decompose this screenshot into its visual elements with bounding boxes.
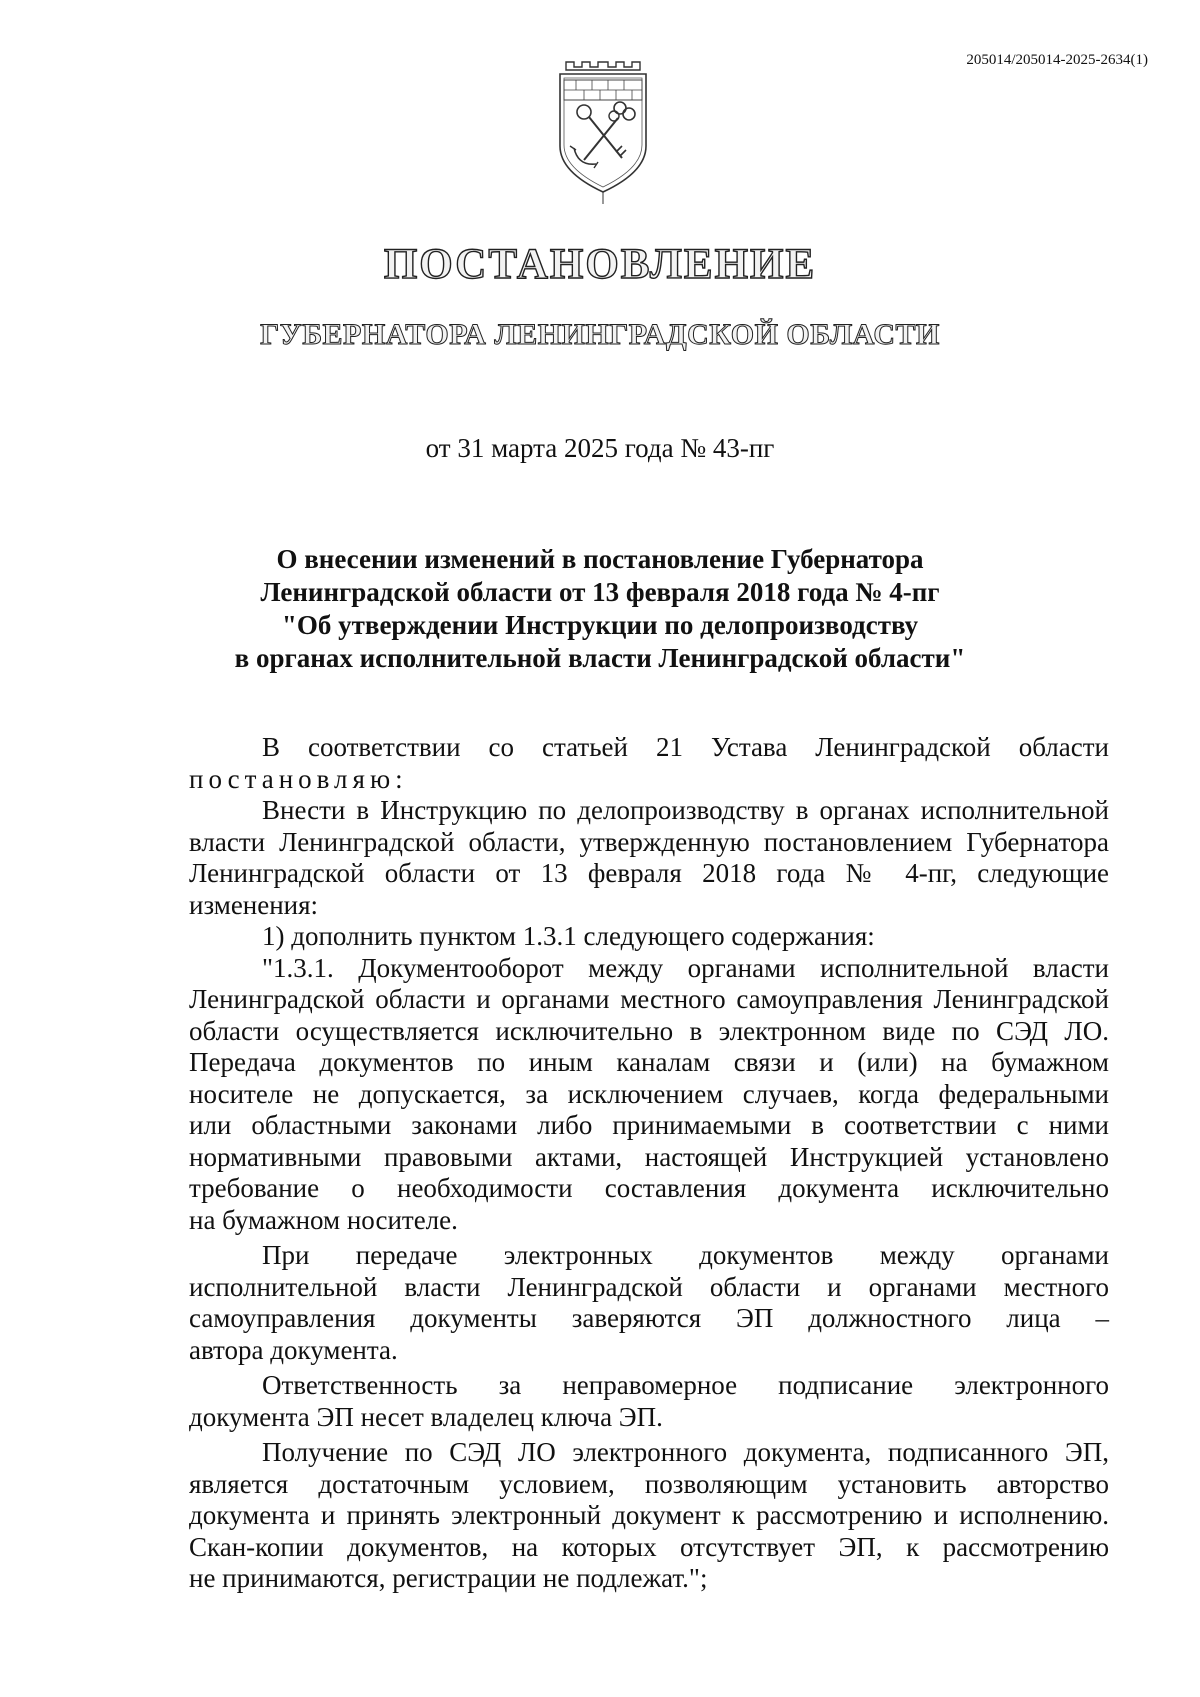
body-line: При передаче электронных документов между органами [262, 1240, 1109, 1270]
body-line: носителе не допускается, за исключением случаев, когда федеральными [189, 1078, 1109, 1109]
body-line: требование о необходимости составления документа исключительно [189, 1173, 1109, 1203]
body-line: Передача документов по иным каналам связи и (или) на бумажном [189, 1047, 1109, 1077]
document-number: 205014/205014-2025-2634(1) [966, 52, 1148, 68]
body-line: Ответственность за неправомерное подписание электронного [262, 1370, 1109, 1400]
body-line: Скан-копии документов, на которых отсутствует ЭП, к рассмотрению [189, 1531, 1109, 1562]
body-line: власти Ленинградской области, утвержденную постановлением Губернатора [189, 826, 1109, 857]
body-line: Ленинградской области от 13 февраля 2018 года № 4-пг, следующие [189, 858, 1109, 888]
body-line: на бумажном носителе. [189, 1204, 458, 1235]
body-line: Получение по СЭД ЛО электронного документа, подписанного ЭП, [262, 1437, 1109, 1467]
heading-line: Ленинградской области от 13 февраля 2018 года № 4-пг [260, 577, 940, 607]
body-line: области осуществляется исключительно в электронном виде по СЭД ЛО. [189, 1015, 1109, 1046]
body-line: "1.3.1. Документооборот между органами исполнительной власти [262, 952, 1109, 983]
body-line: автора документа. [189, 1334, 398, 1365]
body-line: не принимаются, регистрации не подлежат."; [189, 1563, 708, 1593]
document-title: ПОСТАНОВЛЕНИЕ [383, 241, 817, 288]
body-line: изменения: [189, 889, 319, 920]
resolution-heading [0, 543, 1200, 675]
body-line: постановляю: [189, 763, 408, 794]
body-line: исполнительной власти Ленинградской области и органами местного [189, 1271, 1109, 1302]
body-line: или областными законами либо принимаемыми в соответствии с ними [189, 1110, 1109, 1140]
heading-line: в органах исполнительной власти Ленинградской области" [234, 643, 966, 673]
body-line: самоуправления документы заверяются ЭП должностного лица – [189, 1303, 1109, 1333]
body-line: документа ЭП несет владелец ключа ЭП. [189, 1401, 663, 1432]
body-line: является достаточным условием, позволяющим установить авторство [189, 1468, 1109, 1499]
body-line: Ленинградской области и органами местного самоуправления Ленинградской [189, 984, 1109, 1014]
body-line: нормативными правовыми актами, настоящей Инструкцией установлено [189, 1141, 1109, 1172]
heading-line: "Об утверждении Инструкции по делопроизводству [281, 610, 919, 640]
document-body [189, 732, 1109, 1595]
leningrad-oblast-coat-of-arms-icon [556, 60, 650, 206]
heading-line: О внесении изменений в постановление Губернатора [276, 544, 924, 574]
body-line: Внести в Инструкцию по делопроизводству в органах исполнительной [262, 795, 1109, 825]
date-line: от 31 марта 2025 года № 43-пг [425, 433, 775, 463]
body-line: документа и принять электронный документ к рассмотрению и исполнению. [189, 1500, 1109, 1530]
body-line: В соответствии со статьей 21 Устава Ленинградской области [262, 732, 1109, 762]
body-line: 1) дополнить пунктом 1.3.1 следующего содержания: [262, 921, 875, 951]
document-subtitle: ГУБЕРНАТОРА ЛЕНИНГРАДСКОЙ ОБЛАСТИ [260, 318, 940, 351]
